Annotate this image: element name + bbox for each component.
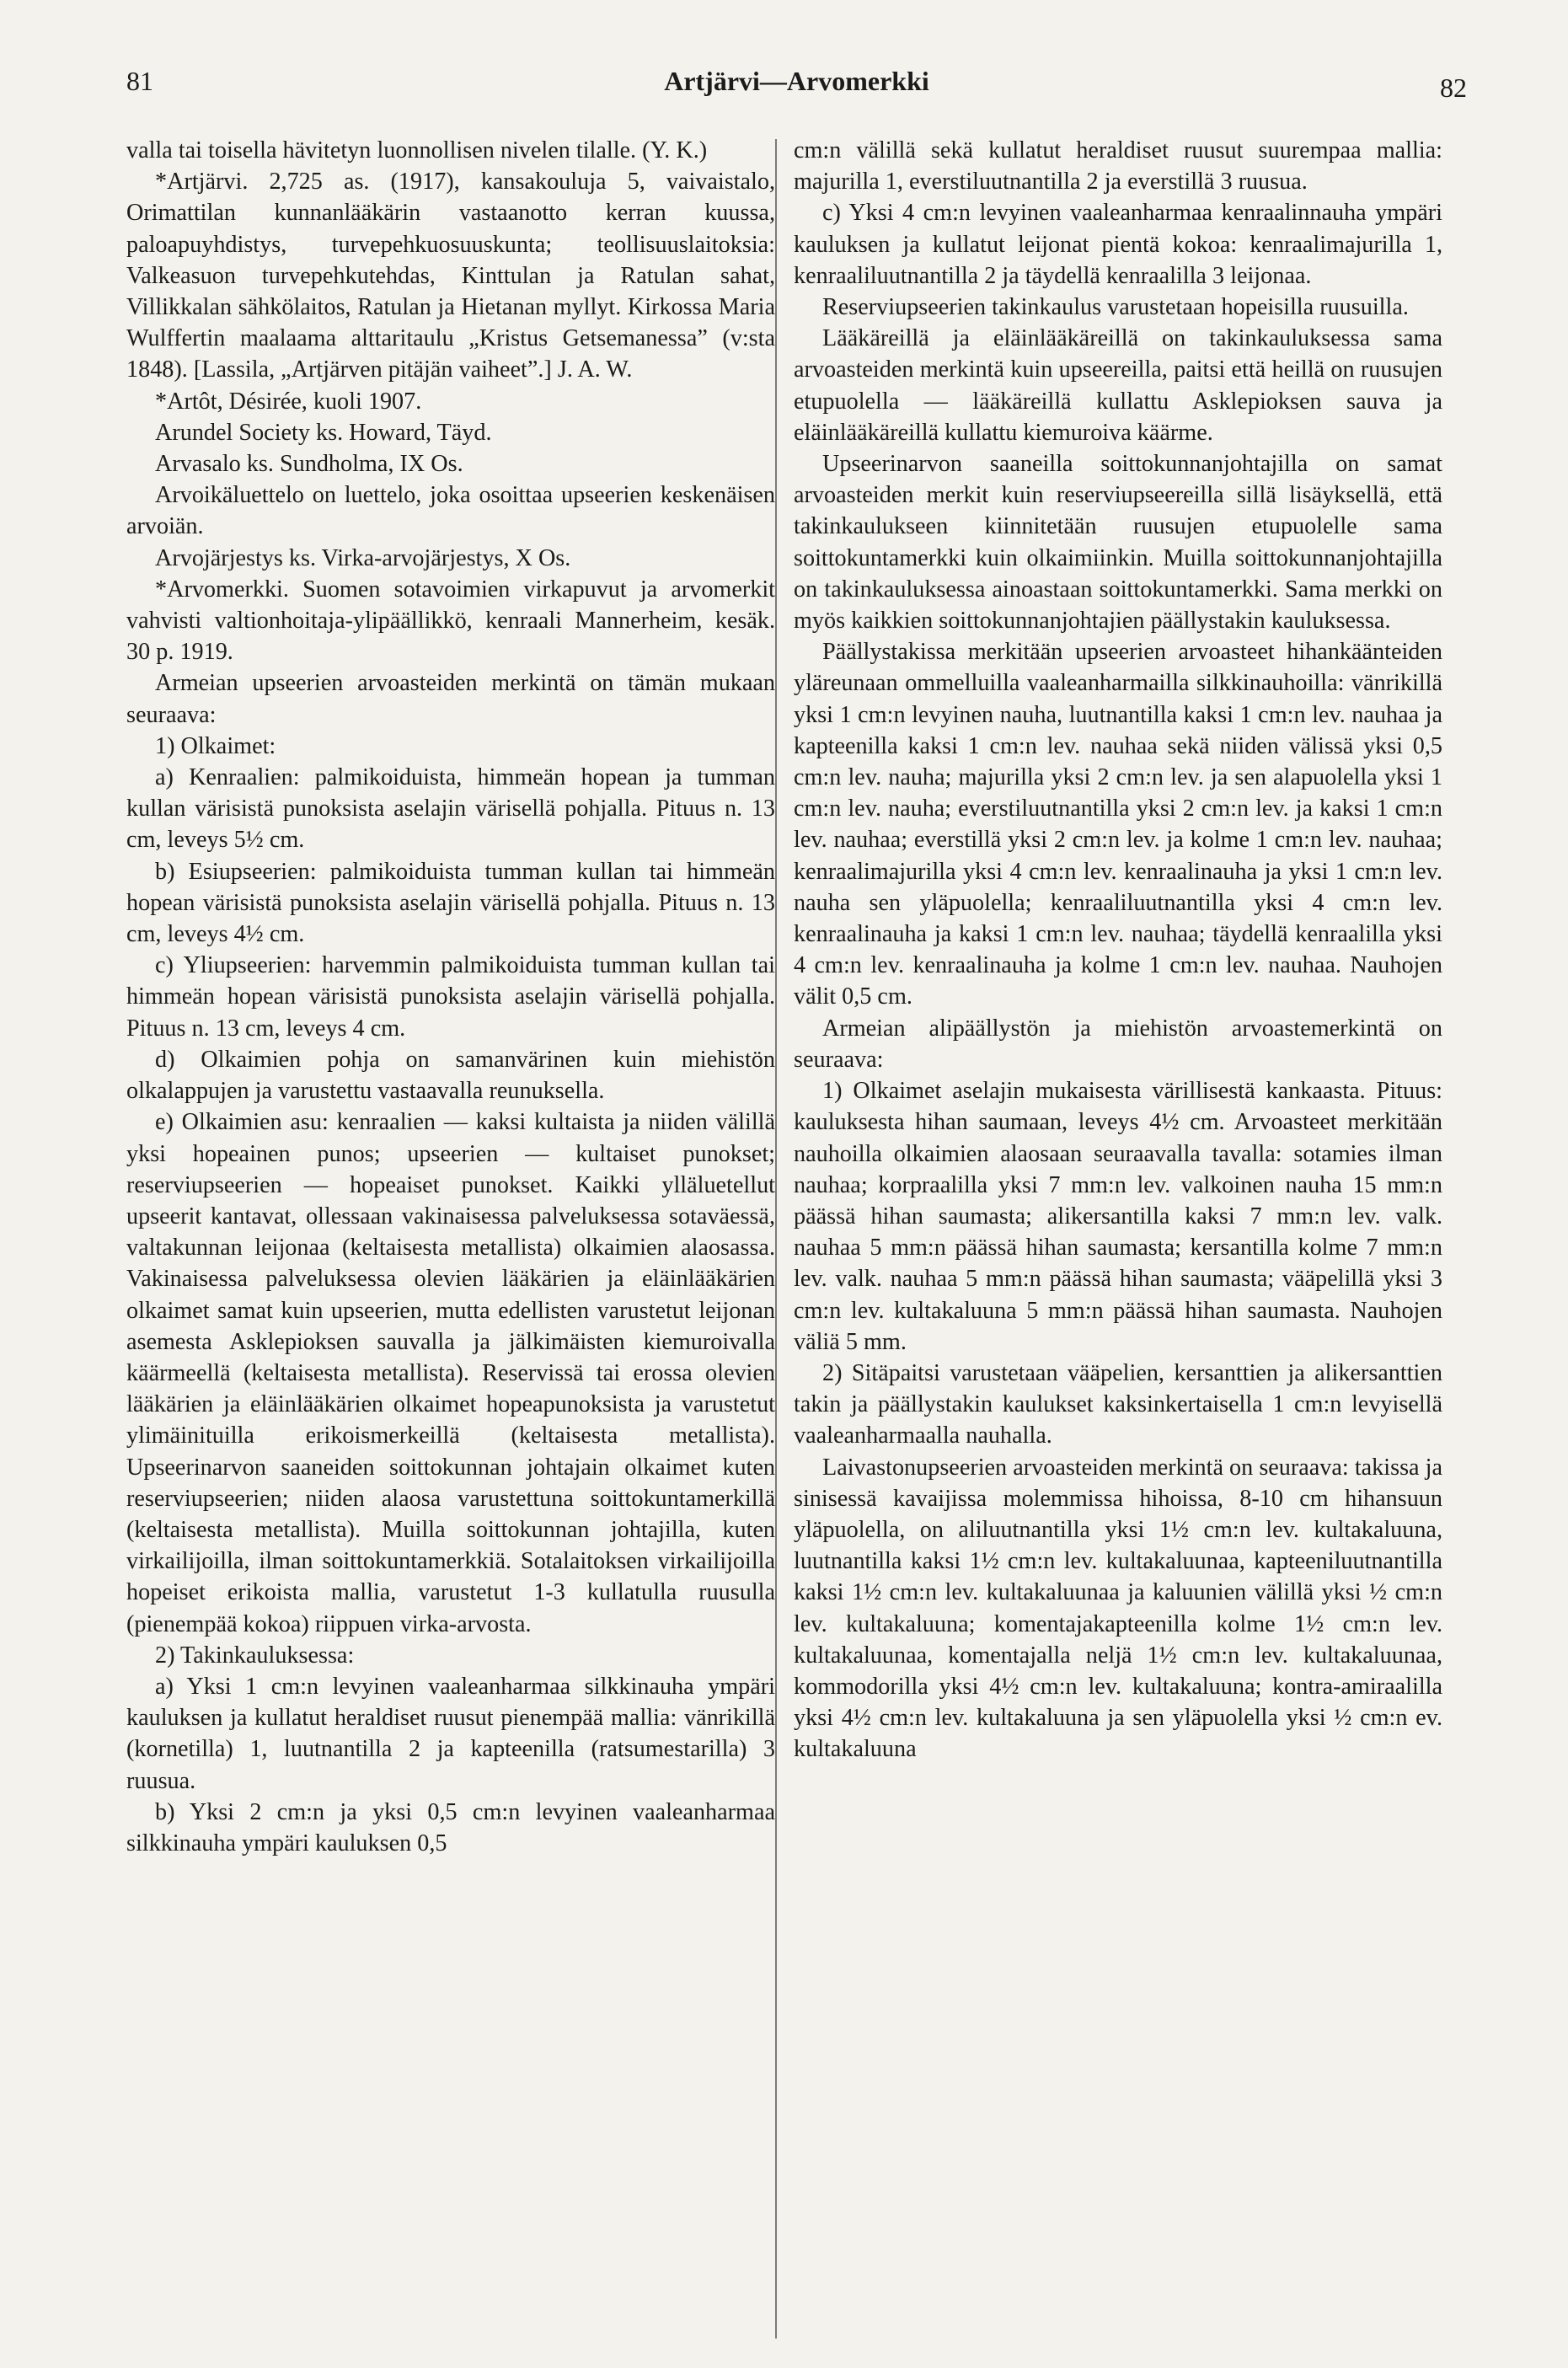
paragraph: Upseerinarvon saaneilla soittokunnanjohtajilla on samat arvoasteiden merkit kuin reserviupseereilla sillä lisäyksellä, että takinkaulukseen kiinnitetään ruusujen etupuolelle sama soittokuntamerkki kuin olkaimiinkin. Muilla soittokunnanjohtajilla on takinkauluksessa ainoastaan soittokuntamerkki. Sama merkki on myös kaikkien soittokunnanjohtajien päällystakin kauluksessa. [794,451,1442,635]
entry-arvojarjestys: Arvojärjestys ks. Virka-arvojärjestys, X Os. [155,544,571,571]
paragraph: Laivastonupseerien arvoasteiden merkintä on seuraava: takissa ja sinisessä kavaijissa molemmissa hihoissa, 8-10 cm hihansuun yläpuolella, on aliluutnantilla yksi 1½ cm:n lev. kultakaluuna, luutnantilla kaksi 1½ cm:n lev. kultakaluunaa, kapteeniluutnantilla kaksi 1½ cm:n lev. kultakaluunaa ja kaluunien välillä yksi ½ cm:n lev. kultakaluuna; komentajakapteenilla kolme 1½ cm:n lev. kultakaluunaa, komentajalla neljä 1½ cm:n lev. kultakaluunaa, kommodorilla yksi 4½ cm:n lev. kultakaluuna; kontra-amiraalilla yksi 4½ cm:n lev. kultakaluuna ja sen yläpuolella yksi ½ cm:n ev. kultakaluuna [794,1454,1442,1763]
running-title: Artjärvi—Arvomerkki [664,66,929,96]
entry-arvoikaluettelo: Arvoikäluettelo on luettelo, joka osoittaa upseerien keskenäisen arvoiän. [126,482,775,540]
paragraph: b) Yksi 2 cm:n ja yksi 0,5 cm:n levyinen vaaleanharmaa silkkinauha ympäri kauluksen 0,5 [126,1798,775,1856]
page-number-right: 82 [1440,72,1467,103]
paragraph: Päällystakissa merkitään upseerien arvoasteet hihankäänteiden yläreunaan ommelluilla vaaleanharmailla silkkinauhoilla: vänrikillä yksi 1 cm:n levyinen nauha, luutnantilla kaksi 1 cm:n lev. nauhaa ja kapteenilla kaksi 1 cm:n lev. nauhaa sekä niiden välissä yksi 0,5 cm:n lev. nauha; majurilla yksi 2 cm:n lev. ja sen alapuolella yksi 1 cm:n lev. nauha; everstiluutnantilla yksi 2 cm:n lev. ja kaksi 1 cm:n lev. nauhaa; everstillä yksi 2 cm:n lev. ja kolme 1 cm:n lev. nauhaa; kenraalimajurilla yksi 4 cm:n lev. kenraalinauha ja yksi 1 cm:n lev. nauha sen yläpuolella; kenraaliluutnantilla yksi 4 cm:n lev. kenraalinauha ja kaksi 1 cm:n lev. nauhaa; täydellä kenraalilla yksi 4 cm:n lev. kenraalinauha ja kolme 1 cm:n lev. nauhaa. Nauhojen välit 0,5 cm. [794,639,1442,1010]
entry-arundel: Arundel Society ks. Howard, Täyd. [155,419,492,446]
paragraph: Armeian upseerien arvoasteiden merkintä on tämän mukaan seuraava: [126,670,775,728]
entry-artot: *Artôt, Désirée, kuoli 1907. [155,388,422,415]
paragraph: c) Yksi 4 cm:n levyinen vaaleanharmaa kenraalinnauha ympäri kauluksen ja kullatut leijonat pientä kokoa: kenraalimajurilla 1, kenraaliluutnantilla 2 ja täydellä kenraalilla 3 leijonaa. [794,200,1442,289]
paragraph: Lääkäreillä ja eläinlääkäreillä on takinkauluksessa sama arvoasteiden merkintä kuin upseereilla, paitsi että heillä on ruusujen etupuolella — lääkäreillä kullattu Asklepioksen sauva ja eläinlääkäreillä kullattu kiemuroiva käärme. [794,325,1442,446]
paragraph: 1) Olkaimet aselajin mukaisesta värillisestä kankaasta. Pituus: kauluksesta hihan saumaan, leveys 4½ cm. Arvoasteet merkitään nauhoilla olkaimien alaosaan seuraavalla tavalla: sotamies ilman nauhaa; korpraalilla yksi 7 mm:n lev. valkoinen nauha 15 mm:n päässä hihan saumasta; alikersantilla kaksi 7 mm:n lev. valk. nauhaa 5 mm:n päässä hihan saumasta; kersantilla kolme 7 mm:n lev. valk. nauhaa 5 mm:n päässä hihan saumasta; vääpelillä yksi 3 cm:n lev. kultakaluuna 5 mm:n päässä hihan saumasta. Nauhojen väliä 5 mm. [794,1078,1442,1355]
entry-artjarvi: *Artjärvi. 2,725 as. (1917), kansakouluja 5, vaivaistalo, Orimattilan kunnanlääkärin vastaanotto kerran kuussa, paloapuyhdistys, turvepehkuosuuskunta; teollisuuslaitoksia: Valkeasuon turvepehkutehdas, Kinttulan ja Ratulan sahat, Villikkalan sähkölaitos, Ratulan ja Hietanan myllyt. Kirkossa Maria Wulffertin maalaama alttaritaulu „Kristus Getsemanessa” (v:sta 1848). [Lassila, „Artjärven pitäjän vaiheet”.] J. A. W. [126,169,775,383]
column-divider [775,139,777,2339]
paragraph: valla tai toisella hävitetyn luonnollisen nivelen tilalle. (Y. K.) [126,137,708,163]
page-header [126,66,1467,116]
paragraph: 2) Takinkauluksessa: [155,1642,355,1669]
paragraph: Armeian alipäällystön ja miehistön arvoastemerkintä on seuraava: [794,1015,1442,1073]
page-number-left: 81 [126,66,153,96]
paragraph: d) Olkaimien pohja on samanvärinen kuin miehistön olkalappujen ja varustettu vastaavalla reunuksella. [126,1046,775,1105]
right-column [794,135,1442,1765]
paragraph: c) Yliupseerien: harvemmin palmikoiduista tumman kullan tai himmeän hopean värisistä punoksista aselajin värisellä pohjalla. Pituus n. 13 cm, leveys 4 cm. [126,952,775,1042]
paragraph: 2) Sitäpaitsi varustetaan vääpelien, kersanttien ja alikersanttien takin ja päällystakin kaulukset kaksinkertaisella 1 cm:n levyisellä vaaleanharmaalla nauhalla. [794,1359,1442,1449]
entry-arvasalo: Arvasalo ks. Sundholma, IX Os. [155,451,463,478]
paragraph: e) Olkaimien asu: kenraalien — kaksi kultaista ja niiden välillä yksi hopeainen punos; upseerien — kultaiset punokset; reserviupseerien — hopeaiset punokset. Kaikki ylläluetellut upseerit kantavat, ollessaan vakinaisessa palveluksessa sotaväessä, valtakunnan leijonaa (keltaisesta metallista) olkaimien alaosassa. Vakinaisessa palveluksessa olevien lääkärien ja eläinlääkärien olkaimet samat kuin upseerien, mutta edellisten varustetut leijonan asemesta Asklepioksen sauvalla ja jälkimäisten kiemuroivalla käärmeellä (keltaisesta metallista). Reservissä tai erossa olevien lääkärien ja eläinlääkärien olkaimet hopeapunoksista ja varustetut ylimäinituilla erikoismerkeillä (keltaisesta metallista). Upseerinarvon saaneiden soittokunnan johtajain olkaimet kuten reserviupseerien; niiden alaosa varustettuna soittokuntamerkillä (keltaisesta metallista). Muilla soittokunnan johtajilla, kuten virkailijoilla, ilman soittokuntamerkkiä. Sotalaitoksen virkailijoilla hopeiset erikoista mallia, varustetut 1-3 kullatulla ruusulla (pienempää kokoa) riippuen virka-arvosta. [126,1109,775,1637]
paragraph: a) Yksi 1 cm:n levyinen vaaleanharmaa silkkinauha ympäri kauluksen ja kullatut heraldiset ruusut pienempää mallia: vänrikillä (kornetilla) 1, luutnantilla 2 ja kapteenilla (ratsumestarilla) 3 ruusua. [126,1673,775,1794]
paragraph: cm:n välillä sekä kullatut heraldiset ruusut suurempaa mallia: majurilla 1, everstiluutnantilla 2 ja everstillä 3 ruusua. [794,137,1442,196]
paragraph: b) Esiupseerien: palmikoiduista tumman kullan tai himmeän hopean värisistä punoksista aselajin värisellä pohjalla. Pituus n. 13 cm, leveys 4½ cm. [126,858,775,948]
paragraph: Reserviupseerien takinkaulus varustetaan hopeisilla ruusuilla. [822,294,1409,321]
paragraph: a) Kenraalien: palmikoiduista, himmeän hopean ja tumman kullan värisistä punoksista aselajin värisellä pohjalla. Pituus n. 13 cm, leveys 5½ cm. [126,764,775,854]
entry-arvomerkki: *Arvomerkki. Suomen sotavoimien virkapuvut ja arvomerkit vahvisti valtionhoitaja-ylipäällikkö, kenraali Mannerheim, kesäk. 30 p. 1919. [126,576,775,666]
left-column [126,135,775,1859]
paragraph: 1) Olkaimet: [155,732,276,759]
